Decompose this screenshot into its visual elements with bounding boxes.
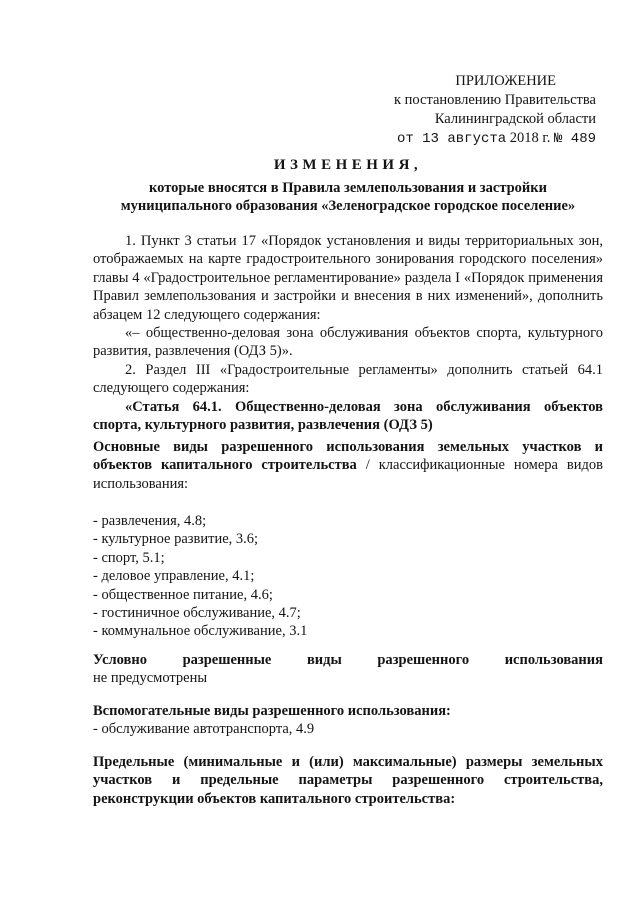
list-item: - деловое управление, 4.1;: [93, 568, 255, 585]
list-item: - коммунальное обслуживание, 3.1: [93, 623, 308, 640]
list-item: - гостиничное обслуживание, 4.7;: [93, 605, 301, 622]
main-uses-heading-bold: Основные виды разрешенного использования земельных участков и объектов капитального строительства: [93, 439, 603, 474]
aux-uses: [93, 702, 603, 739]
title-sub-1: которые вносятся в Правила землепользования и застройки: [149, 180, 547, 196]
paragraph-3: 2. Раздел III «Градостроительные регламенты» дополнить статьей 64.1 следующего содержания:: [93, 361, 603, 397]
main-uses-heading-rest: / классификационные номера видов использования:: [93, 457, 603, 492]
cond-word: Условно: [93, 652, 147, 668]
appendix-resolution: к постановлению Правительства: [394, 92, 596, 108]
article-title: «Статья 64.1. Общественно-деловая зона обслуживания объектов спорта, культурного развития, развлечения (ОДЗ 5): [93, 398, 603, 434]
cond-word: виды: [306, 652, 342, 668]
cond-word: разрешенные: [182, 652, 272, 668]
list-item: - культурное развитие, 3.6;: [93, 531, 259, 548]
appendix-date: от 13 августа: [396, 131, 507, 147]
list-item: - общественное питание, 4.6;: [93, 586, 273, 603]
aux-uses-item: - обслуживание автотранспорта, 4.9: [93, 721, 315, 738]
appendix-label: ПРИЛОЖЕНИЕ: [455, 73, 556, 89]
appendix-region: Калининградской области: [434, 111, 596, 127]
title-sub-2: муниципального образования «Зеленоградское городское поселение»: [120, 198, 576, 214]
title-main: ИЗМЕНЕНИЯ,: [273, 157, 423, 173]
body-section-1: [93, 232, 603, 434]
limits-heading: Предельные (минимальные и (или) максимальные) размеры земельных участков и предельные параметры разрешенного строительства, реконструкции объектов капитального строительства:: [93, 754, 603, 807]
list-item: - спорт, 5.1;: [93, 549, 165, 566]
aux-uses-heading: Вспомогательные виды разрешенного использования:: [93, 703, 451, 719]
conditional-uses-heading: [93, 651, 603, 669]
paragraph-2: «– общественно-деловая зона обслуживания объектов спорта, культурного развития, развлечения (ОДЗ 5)».: [93, 325, 603, 360]
appendix-year: 2018 г.: [509, 130, 551, 146]
document-title: [93, 157, 603, 215]
conditional-uses-text: не предусмотрены: [93, 670, 208, 687]
conditional-uses: [93, 651, 603, 688]
cond-word: использования: [504, 652, 603, 668]
main-uses-heading: [93, 438, 603, 493]
appendix-date-line: [316, 129, 596, 149]
appendix-header: [316, 72, 596, 149]
cond-word: разрешенного: [377, 652, 470, 668]
main-uses-list: [93, 512, 603, 641]
appendix-number: № 489: [553, 131, 596, 147]
list-item: - развлечения, 4.8;: [93, 513, 207, 529]
paragraph-1: 1. Пункт 3 статьи 17 «Порядок установления и виды территориальных зон, отображаемых на карте градостроительного зонирования городского поселения» главы 4 «Градостроительное регламентирование» раздела I «Порядок применения Правил землепользования и застройки и внесения в них изменений», дополнить абзацем 12 следующего содержания:: [93, 233, 603, 323]
